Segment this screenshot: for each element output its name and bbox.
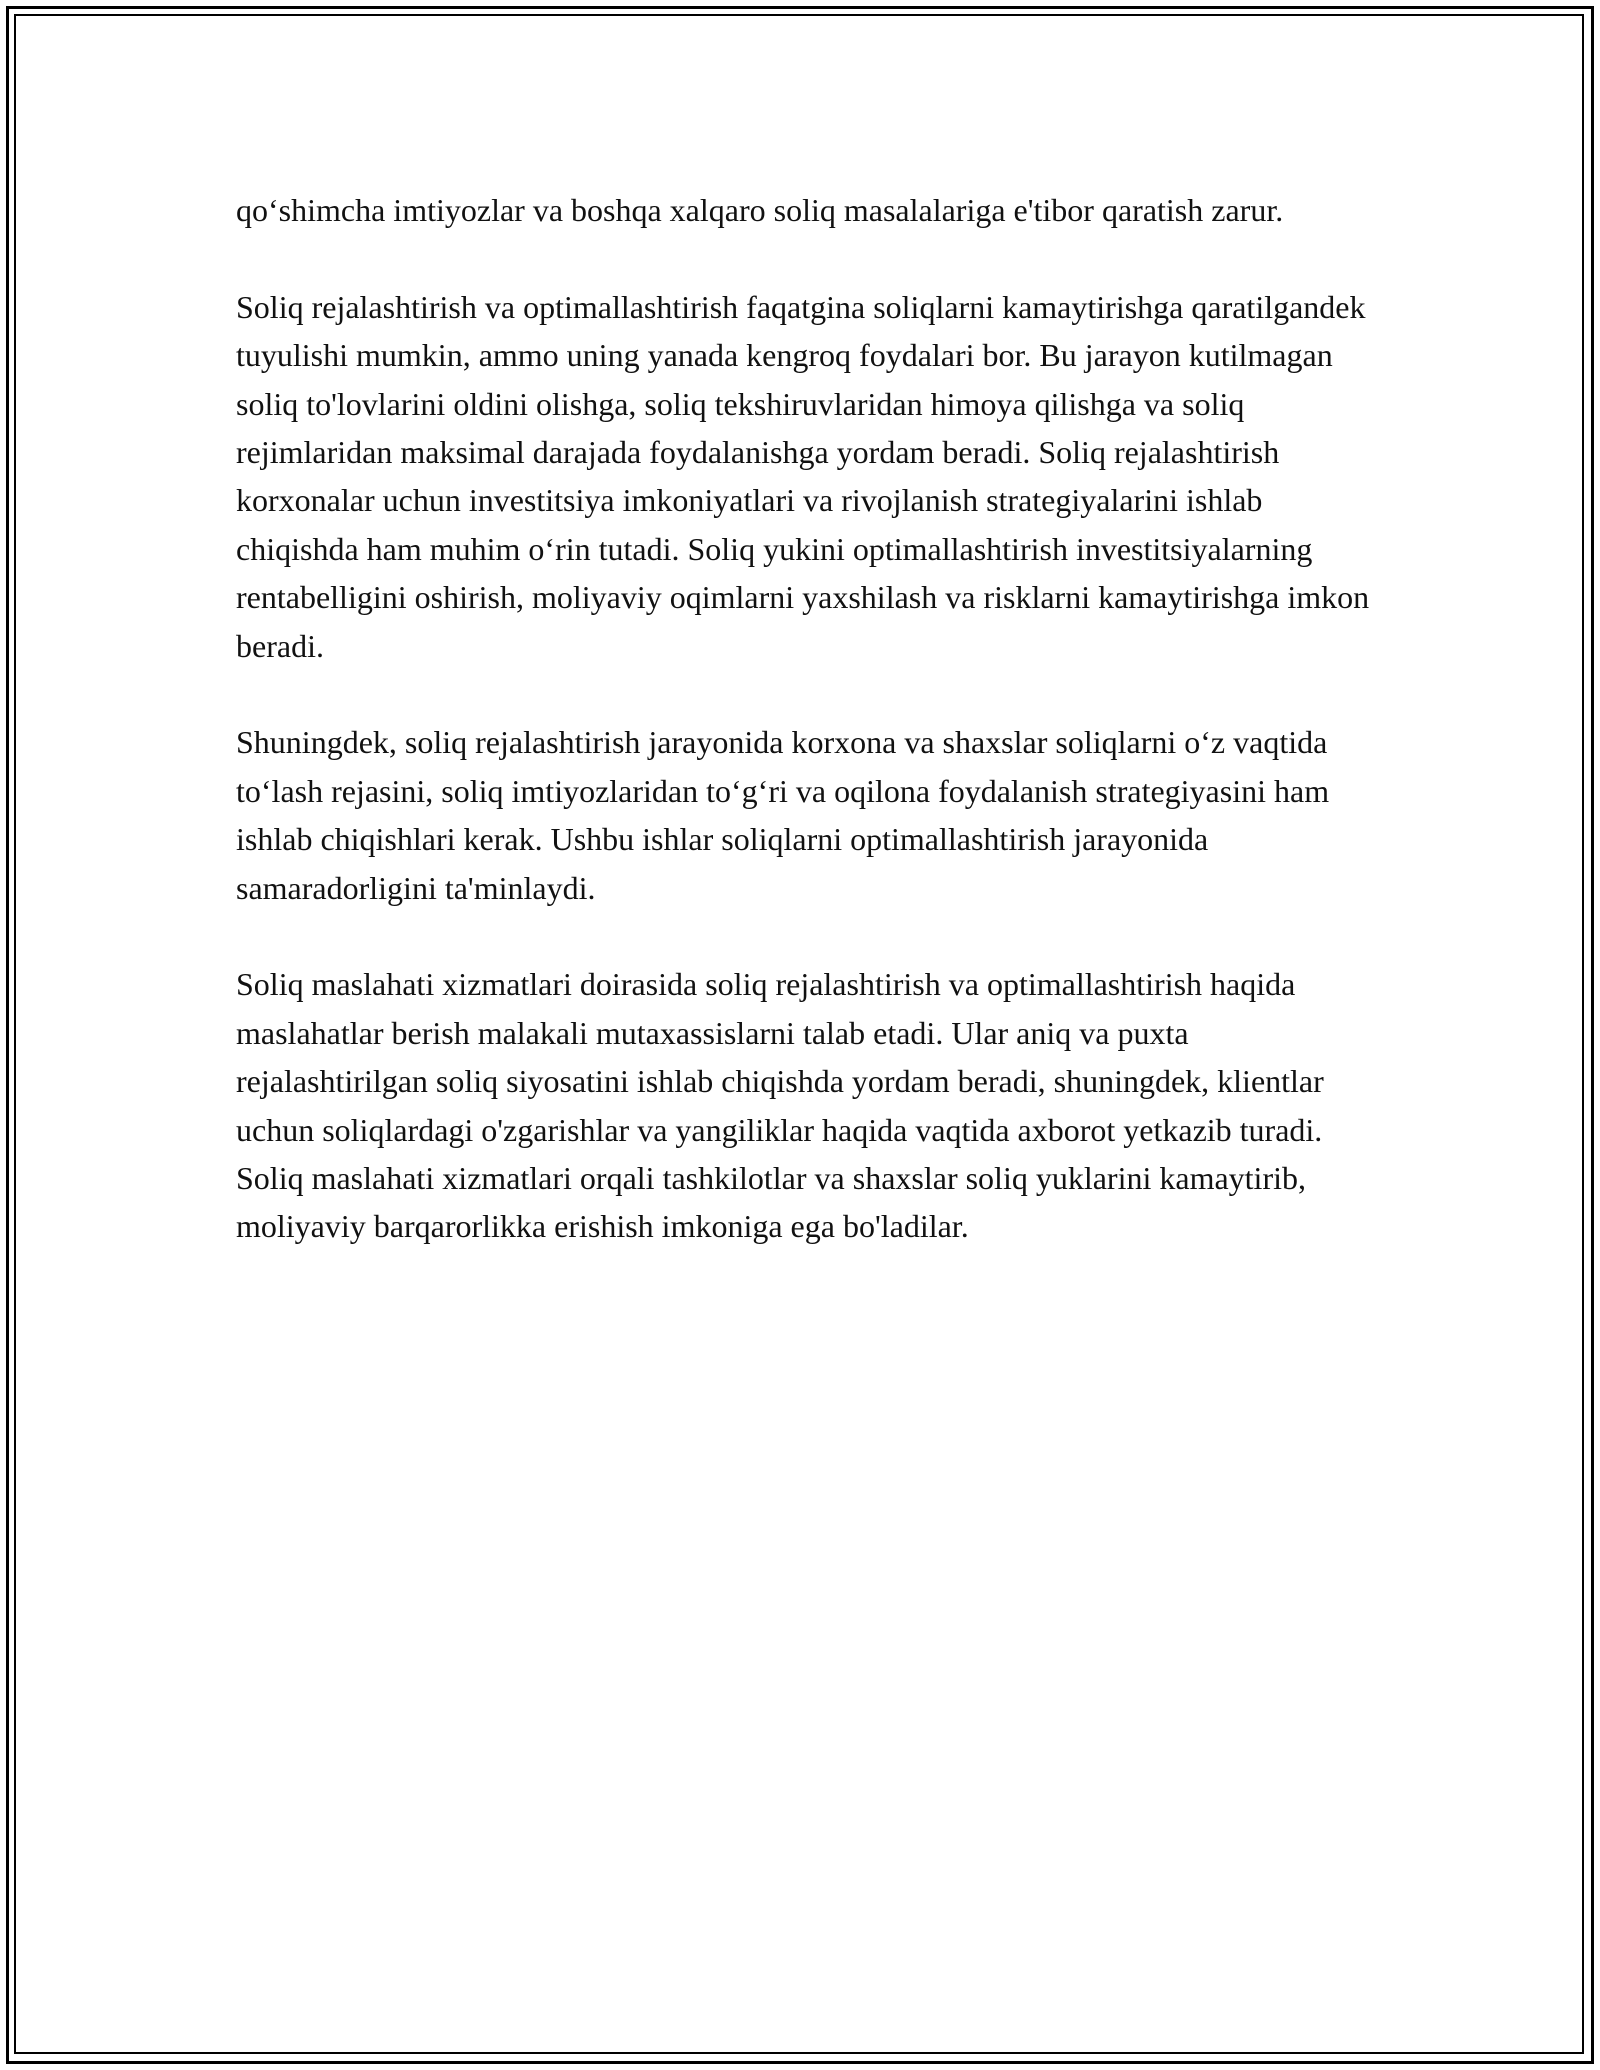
paragraph: qo‘shimcha imtiyozlar va boshqa xalqaro soliq masalalariga e'tibor qaratish zarur. <box>236 192 1284 228</box>
paragraph: Soliq rejalashtirish va optimallashtirish faqatgina soliqlarni kamaytirishga qaratilgandek tuyulishi mumkin, ammo uning yanada kengroq foydalari bor. Bu jarayon kutilmagan soliq to'lovlarini oldini olishga, soliq tekshiruvlaridan himoya qilishga va soliq rejimlaridan maksimal darajada foydalanishga yordam beradi. Soliq rejalashtirish korxonalar uchun investitsiya imkoniyatlari va rivojlanish strategiyalarini ishlab chiqishda ham muhim o‘rin tutadi. Soliq yukini optimallashtirish investitsiyalarning rentabelligini oshirish, moliyaviy oqimlarni yaxshilash va risklarni kamaytirishga imkon beradi. <box>236 288 1370 664</box>
document-body <box>236 186 1376 1299</box>
paragraph: Shuningdek, soliq rejalashtirish jarayonida korxona va shaxslar soliqlarni o‘z vaqtida to‘lash rejasini, soliq imtiyozlaridan to‘g‘ri va oqilona foydalanish strategiyasini ham ishlab chiqishlari kerak. Ushbu ishlar soliqlarni optimallashtirish jarayonida samaradorligini ta'minlaydi. <box>236 724 1330 906</box>
paragraph: Soliq maslahati xizmatlari doirasida soliq rejalashtirish va optimallashtirish haqida maslahatlar berish malakali mutaxassislarni talab etadi. Ular aniq va puxta rejalashtirilgan soliq siyosatini ishlab chiqishda yordam beradi, shuningdek, klientlar uchun soliqlardagi o'zgarishlar va yangiliklar haqida vaqtida axborot yetkazib turadi. Soliq maslahati xizmatlari orqali tashkilotlar va shaxslar soliq yuklarini kamaytirib, moliyaviy barqarorlikka erishish imkoniga ega bo'ladilar. <box>236 966 1324 1245</box>
